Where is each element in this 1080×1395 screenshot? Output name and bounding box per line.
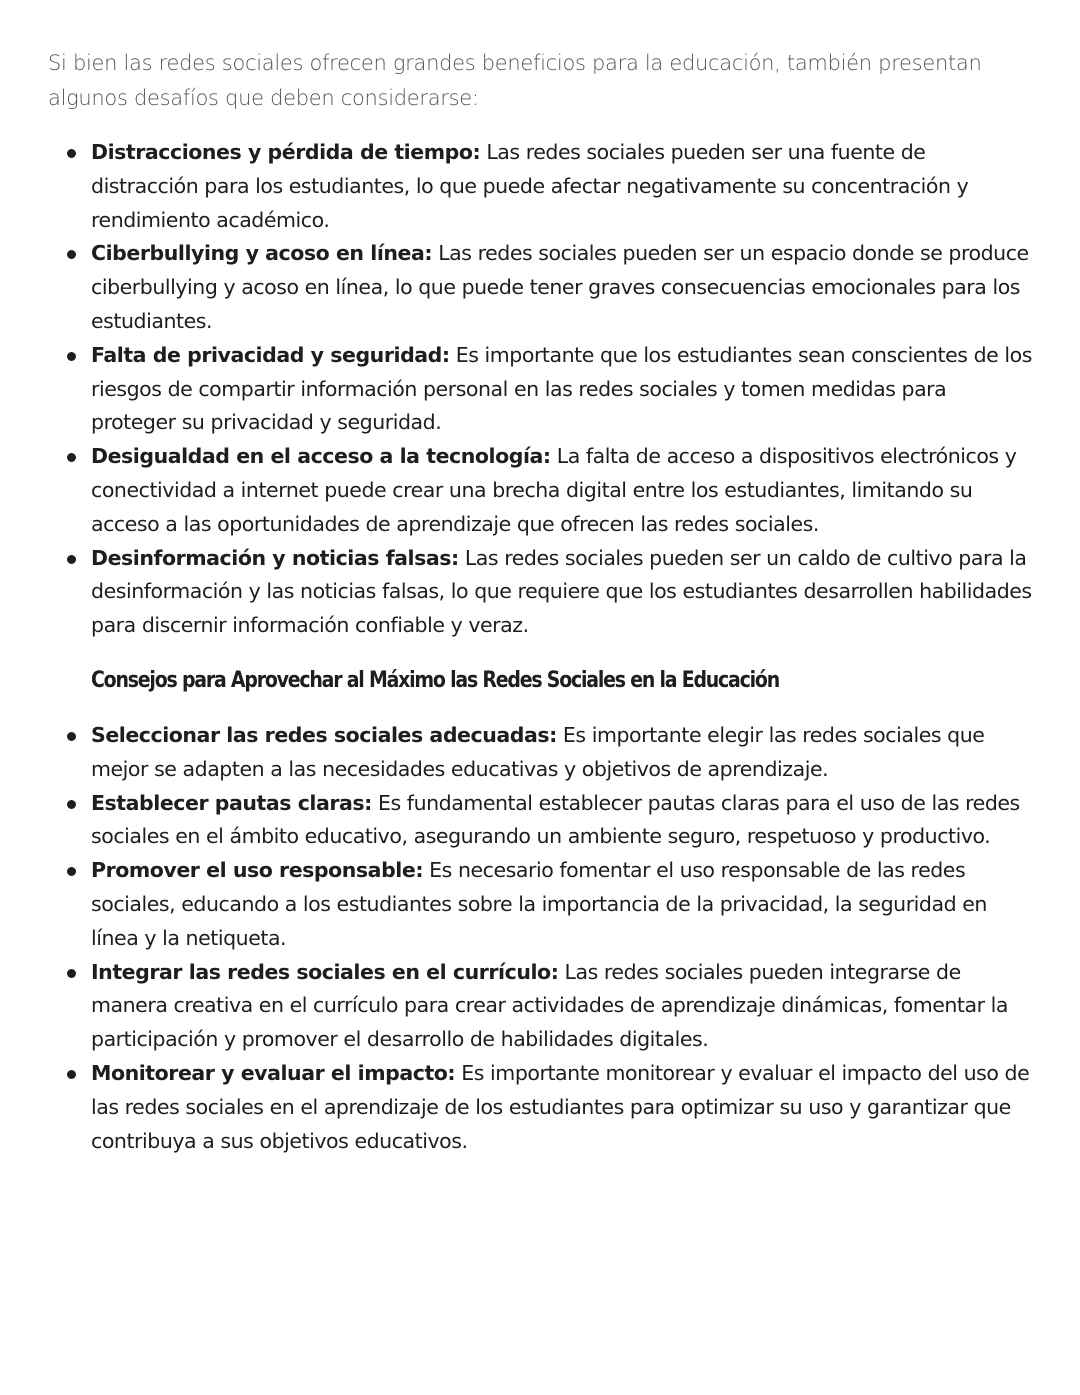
list-item <box>48 956 1032 1057</box>
bullet-icon <box>67 149 76 158</box>
section-heading: Consejos para Aprovechar al Máximo las Redes Sociales en la Educación <box>91 667 779 693</box>
item-term: Establecer pautas claras: <box>91 790 372 815</box>
bullet-icon <box>67 555 76 564</box>
bullet-icon <box>67 250 76 259</box>
bullet-icon <box>67 800 76 809</box>
item-text: Es necesario fomentar el uso responsable de las redes sociales, educando a los estudiantes sobre la importancia de la privacidad, la seguridad en línea y la netiqueta. <box>91 858 987 950</box>
intro-paragraph: Si bien las redes sociales ofrecen grandes beneficios para la educación, también presentan algunos desafíos que deben considerarse: <box>48 51 982 110</box>
article-body <box>48 46 1032 1158</box>
item-text: Es importante monitorear y evaluar el impacto del uso de las redes sociales en el aprendizaje de los estudiantes para optimizar su uso y garantizar que contribuya a sus objetivos educativos. <box>91 1060 1030 1153</box>
challenges-list <box>48 136 1032 643</box>
item-text: Las redes sociales pueden ser un caldo de cultivo para la desinformación y las noticias falsas, lo que requiere que los estudiantes desarrollen habilidades para discernir información confiable y veraz. <box>91 545 1032 638</box>
bullet-icon <box>67 352 76 361</box>
list-item <box>48 136 1032 237</box>
item-text: La falta de acceso a dispositivos electrónicos y conectividad a internet puede crear una brecha digital entre los estudiantes, limitando su acceso a las oportunidades de aprendizaje que ofrecen las redes sociales. <box>91 444 1017 536</box>
item-term: Distracciones y pérdida de tiempo: <box>91 140 481 164</box>
list-item <box>48 1057 1032 1158</box>
list-item <box>48 719 1032 787</box>
item-text: Es importante elegir las redes sociales que mejor se adapten a las necesidades educativas y objetivos de aprendizaje. <box>91 722 985 781</box>
item-term: Desinformación y noticias falsas: <box>91 545 459 570</box>
item-term: Desigualdad en el acceso a la tecnología: <box>91 444 551 469</box>
item-term: Monitorear y evaluar el impacto: <box>91 1060 456 1085</box>
bullet-icon <box>67 867 76 876</box>
bullet-icon <box>67 969 76 978</box>
item-text: Es fundamental establecer pautas claras para el uso de las redes sociales en el ámbito educativo, asegurando un ambiente seguro, respetuoso y productivo. <box>91 790 1020 849</box>
item-term: Falta de privacidad y seguridad: <box>91 342 450 367</box>
item-text: Es importante que los estudiantes sean conscientes de los riesgos de compartir información personal en las redes sociales y tomen medidas para proteger su privacidad y seguridad. <box>91 342 1032 435</box>
list-item <box>48 787 1032 855</box>
item-text: Las redes sociales pueden ser un espacio donde se produce ciberbullying y acoso en línea, lo que puede tener graves consecuencias emocionales para los estudiantes. <box>91 241 1029 333</box>
list-item <box>48 542 1032 643</box>
bullet-icon <box>67 732 76 741</box>
item-term: Ciberbullying y acoso en línea: <box>91 241 433 266</box>
tips-list <box>48 719 1032 1158</box>
list-item <box>48 440 1032 541</box>
item-term: Promover el uso responsable: <box>91 858 424 883</box>
item-term: Seleccionar las redes sociales adecuadas: <box>91 722 557 747</box>
list-item <box>48 854 1032 955</box>
item-text: Las redes sociales pueden integrarse de manera creativa en el currículo para crear actividades de aprendizaje dinámicas, fomentar la participación y promover el desarrollo de habilidades digitales. <box>91 959 1009 1052</box>
bullet-icon <box>67 1070 76 1079</box>
list-item <box>48 339 1032 440</box>
list-item <box>48 237 1032 338</box>
bullet-icon <box>67 453 76 462</box>
item-text: Las redes sociales pueden ser una fuente de distracción para los estudiantes, lo que puede afectar negativamente su concentración y rendimiento académico. <box>91 140 969 232</box>
item-term: Integrar las redes sociales en el currículo: <box>91 959 559 984</box>
